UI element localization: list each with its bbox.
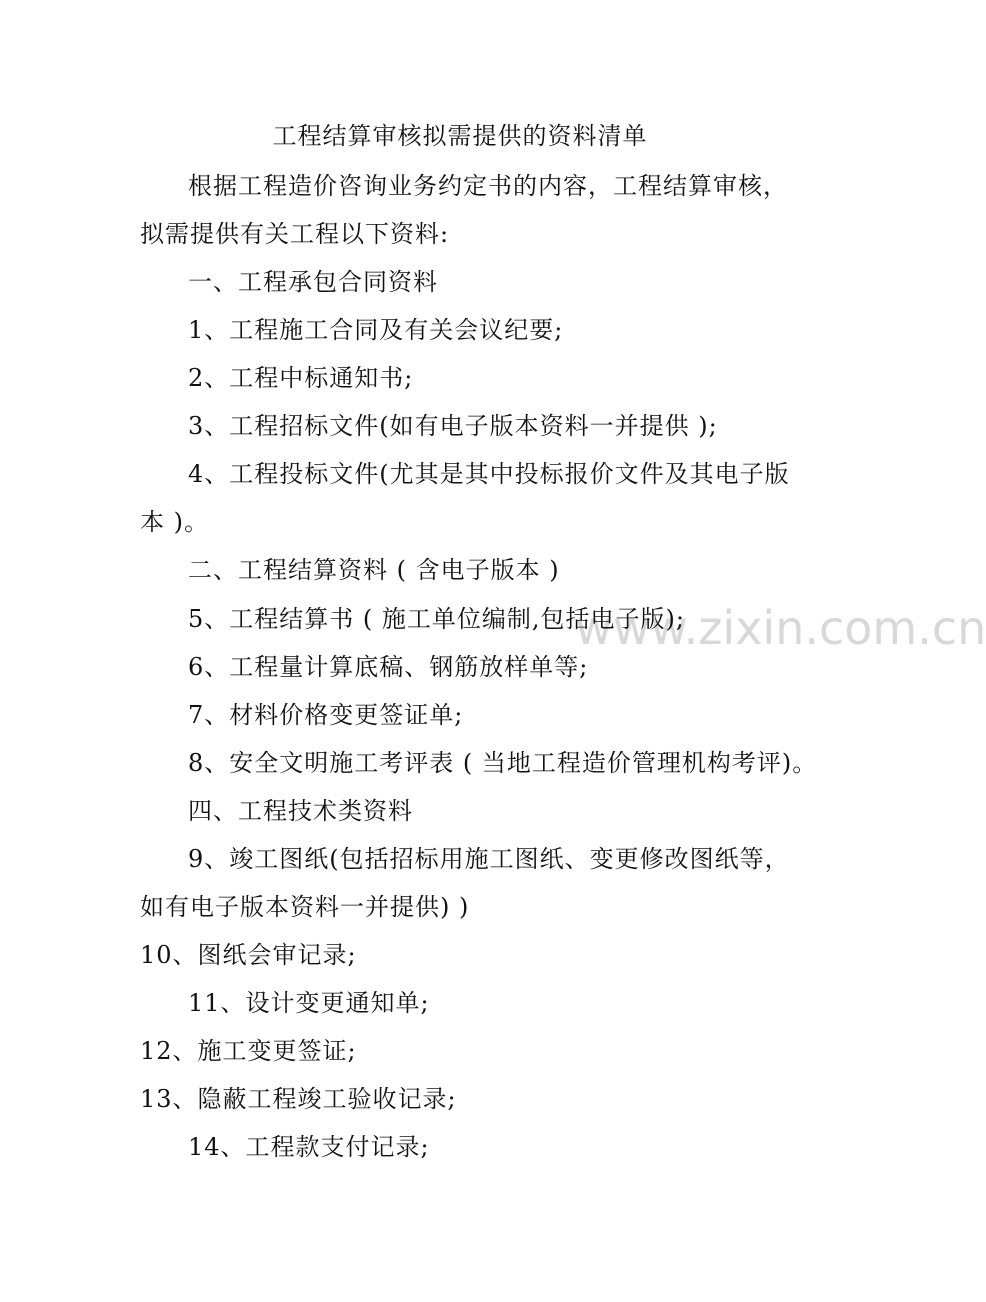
intro-line-2: 拟需提供有关工程以下资料: [140, 220, 450, 248]
list-item-4-line-2: 本 )。 [140, 508, 209, 536]
list-item-9-line-2: 如有电子版本资料一并提供) ) [140, 893, 470, 921]
list-item-6: 6、工程量计算底稿、钢筋放样单等; [188, 653, 589, 681]
list-item-14: 14、工程款支付记录; [188, 1133, 430, 1161]
list-item-1: 1、工程施工合同及有关会议纪要; [188, 316, 564, 344]
list-item-10: 10、图纸会审记录; [140, 941, 357, 969]
list-item-7: 7、材料价格变更签证单; [188, 701, 464, 729]
list-item-11: 11、设计变更通知单; [188, 989, 430, 1017]
list-item-12: 12、施工变更签证; [140, 1037, 357, 1065]
list-item-8: 8、安全文明施工考评表 ( 当地工程造价管理机构考评)。 [188, 749, 818, 777]
list-item-9-line-1: 9、竣工图纸(包括招标用施工图纸、变更修改图纸等， [188, 845, 790, 873]
watermark-text: www.zixin.com.cn [575, 601, 986, 655]
section-4-heading: 四、工程技术类资料 [188, 797, 413, 825]
section-1-heading: 一、工程承包合同资料 [188, 268, 438, 296]
section-2-heading: 二、工程结算资料 ( 含电子版本 ) [188, 556, 560, 584]
intro-line-1: 根据工程造价咨询业务约定书的内容，工程结算审核， [188, 172, 788, 200]
list-item-2: 2、工程中标通知书; [188, 364, 414, 392]
list-item-13: 13、隐蔽工程竣工验收记录; [140, 1085, 457, 1113]
list-item-4-line-1: 4、工程投标文件(尤其是其中投标报价文件及其电子版 [188, 460, 790, 488]
document-title: 工程结算审核拟需提供的资料清单 [272, 122, 648, 150]
list-item-5: 5、工程结算书 ( 施工单位编制,包括电子版); [188, 605, 685, 633]
list-item-3: 3、工程招标文件(如有电子版本资料一并提供 ); [188, 412, 718, 440]
